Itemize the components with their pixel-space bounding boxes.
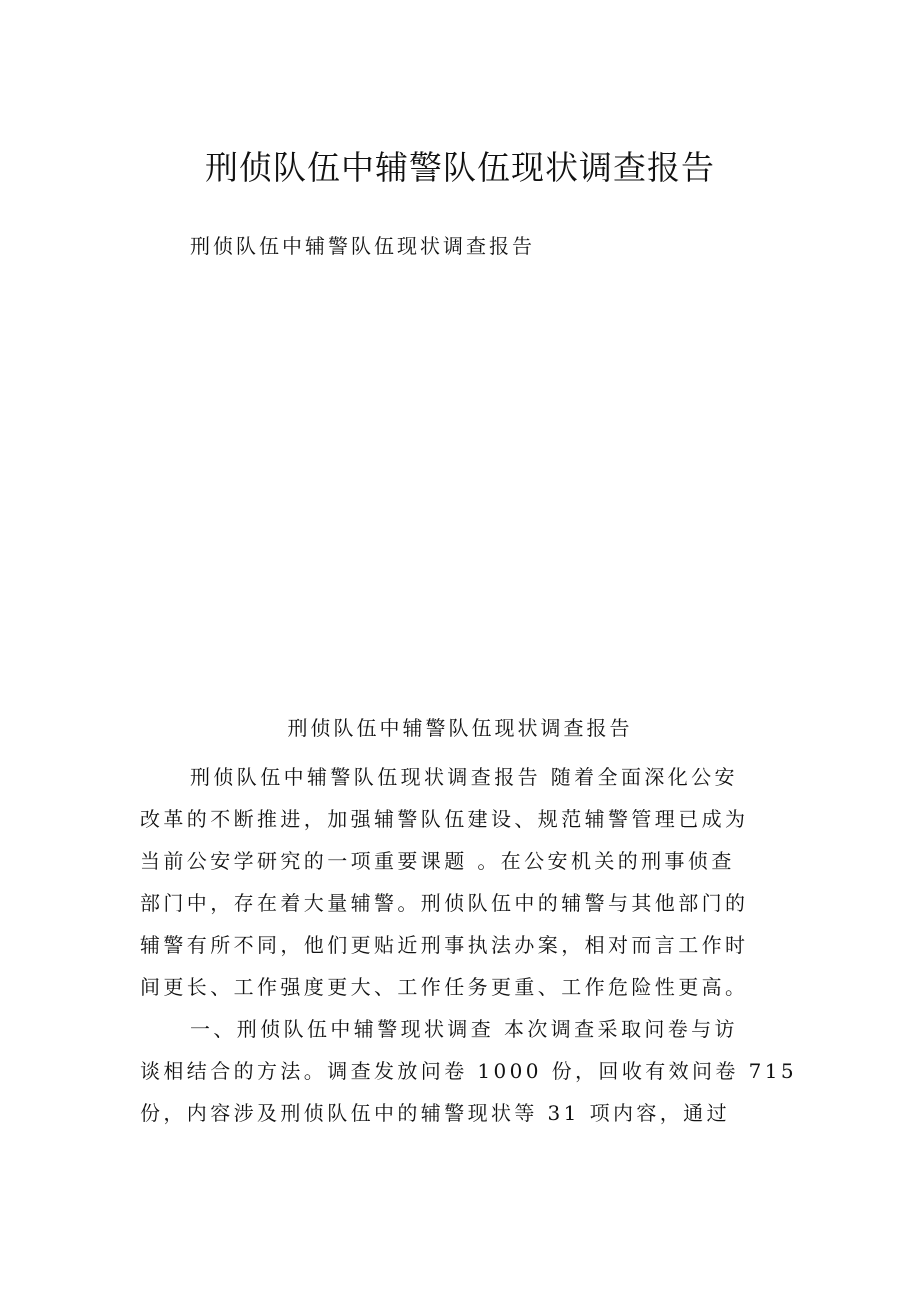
paragraph-line: 刑侦队伍中辅警队伍现状调查报告 随着全面深化公安: [190, 765, 738, 789]
paragraph-line: 谈相结合的方法。调查发放问卷 1000 份，回收有效问卷 715: [140, 1059, 797, 1083]
paragraph-line: 间更长、工作强度更大、工作任务更重、工作危险性更高。: [140, 975, 749, 999]
paragraph-line: 部门中，存在着大量辅警。刑侦队伍中的辅警与其他部门的: [140, 891, 749, 915]
document-subtitle: 刑侦队伍中辅警队伍现状调查报告: [190, 234, 535, 258]
paragraph-line: 改革的不断推进，加强辅警队伍建设、规范辅警管理已成为: [140, 807, 749, 831]
paragraph-line: 一、刑侦队伍中辅警现状调查 本次调查采取问卷与访: [190, 1017, 738, 1041]
document-title: 刑侦队伍中辅警队伍现状调查报告: [205, 148, 715, 187]
paragraph-line: 份，内容涉及刑侦队伍中的辅警现状等 31 项内容，通过: [140, 1101, 730, 1125]
paragraph-line: 当前公安学研究的一项重要课题 。在公安机关的刑事侦查: [140, 849, 735, 873]
paragraph-line: 辅警有所不同，他们更贴近刑事执法办案，相对而言工作时: [140, 933, 749, 957]
body-paragraphs: [140, 756, 800, 1134]
section-title: 刑侦队伍中辅警队伍现状调查报告: [287, 716, 633, 740]
